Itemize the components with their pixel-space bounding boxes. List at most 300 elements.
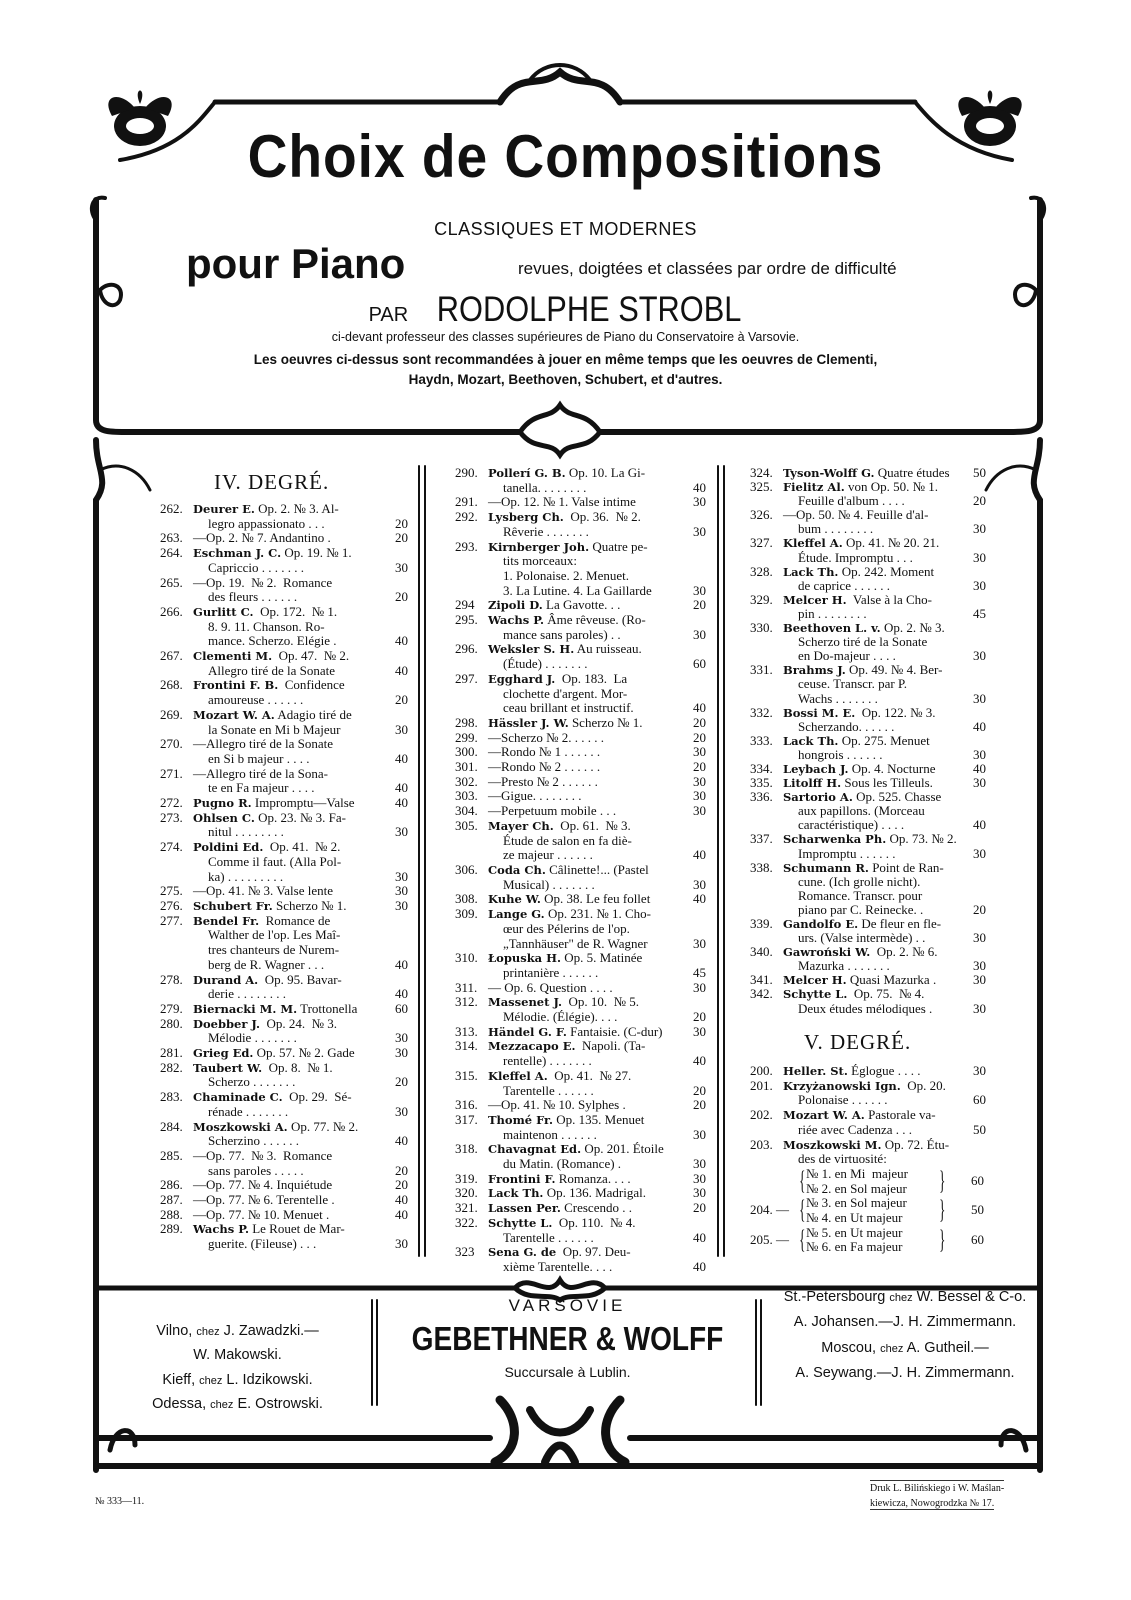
chez-label: chez [889,1292,913,1304]
entry-price: 30 [693,523,706,539]
agent-name: L. Idzikowski. [226,1372,313,1388]
section-heading-degree-iv: IV. DEGRÉ. [214,470,330,494]
entry-title [783,480,964,508]
entry-title [783,621,964,663]
publisher-agent-line [105,1372,370,1388]
work-description: Crescendo . . [560,1200,632,1216]
entry-title [783,1079,964,1108]
entry-number: 296. [455,641,478,657]
entry-price: 20 [395,1162,408,1178]
work-description: Op. 110. № 4. Tarentelle . . . . . . [503,1214,636,1245]
work-description: Op. 10. La Gi- tanella. . . . . . . . [503,465,646,495]
entry-title [488,1245,684,1274]
entry-number: 265. [160,574,183,590]
work-description: von Op. 50. № 1. Feuille d'album . . . . [798,479,939,509]
composer-name: Massenet J. [488,995,562,1010]
entry-title [488,907,684,951]
composer-name: Ohlsen C. [193,810,255,825]
entry-number: 275. [160,883,183,899]
composer-name: Mozart W. A. [193,707,275,722]
work-description: Câlinette!... (Pastel Musical) . . . . . . . [503,861,649,892]
composer-name: Beethoven L. v. [783,621,881,636]
entry-price: 20 [693,1009,706,1025]
entry-number: 322. [455,1214,478,1230]
entry-price: 40 [395,1192,408,1208]
entry-title [193,649,386,678]
entry-price: 30 [973,1063,986,1078]
chez-label: chez [210,1399,234,1411]
recommendation-line-2: Haydn, Mozart, Beethoven, Schubert, et d'autres. [408,372,723,387]
entry-price: 20 [693,714,706,730]
work-description: Op. 97. Deu- xième Tarentelle. . . . [503,1244,631,1274]
publisher-agent-line [770,1365,1040,1381]
entry-title [488,642,684,671]
printer-line-2: kiewicza, Nowogrodzka № 17. [870,1498,995,1509]
entry-price: 40 [693,479,706,495]
work-description: Op. 5. Matinée printanière . . . . . . [503,950,643,980]
composer-name: Scharwenka Ph. [783,832,887,847]
entry-title [783,917,964,945]
entry-title [193,1222,386,1251]
entry-price: 30 [395,1103,408,1119]
catalog-entry [160,884,408,899]
instrument-heading: pour Piano [186,240,406,287]
par-label: PAR [368,304,409,326]
catalog-entry [160,502,408,531]
entry-number: 268. [160,677,183,693]
entry-number: 342. [750,986,773,1002]
entry-title [783,790,964,832]
work-description: Op. 95. Bavar- derie . . . . . . . . [208,971,342,1002]
entry-price: 50 [973,465,986,480]
entry-price: 30 [693,1170,706,1186]
printer-line-1: Druk L. Bilińskiego i W. Maślan- [870,1480,1004,1494]
composer-name: Poldini Ed. [193,840,264,855]
catalog-entry [160,531,408,546]
work-description: Op. 38. Le feu follet [540,891,651,907]
entry-price: 30 [395,721,408,737]
entry-number: 318. [455,1141,478,1157]
entry-price: 20 [395,530,408,546]
entry-number: 266. [160,603,183,619]
composer-name: Doebber J. [193,1016,260,1031]
catalog-entry [455,951,706,980]
entry-number: 317. [455,1111,478,1127]
entry-title [488,951,684,980]
entry-price: 30 [693,744,706,760]
composer-name: Pollerí G. B. [488,466,566,480]
entry-number: 290. [455,465,478,480]
work-description: Op. 72. Étu- des de virtuosité: [798,1136,950,1167]
catalog-entry [455,731,706,746]
entry-price: 30 [693,582,706,598]
catalog-entry [455,863,706,892]
catalog-entry [455,892,706,907]
entry-price: 30 [973,1000,986,1016]
left-brace: { [799,1165,806,1195]
composer-name: Schubert Fr. [193,898,273,913]
agent-name: A. Seywang.—J. H. Zimmermann. [795,1365,1015,1381]
composer-name: Kleffel A. [783,536,843,551]
catalog-entry [160,649,408,678]
composer-name: Kirnberger Joh. [488,539,590,554]
catalog-entry [455,760,706,775]
work-description: Op. 23. № 3. Fa- nitul . . . . . . . . [208,809,346,840]
composer-name: Gawroński W. [783,945,871,960]
work-description: —Op. 77. № 6. Terentelle . [193,1192,335,1208]
author-note: ci-devant professeur des classes supérieures de Piano du Conservatoire à Varsovie. [331,330,800,344]
entry-number: 285. [160,1147,183,1163]
catalog-entry [750,480,986,508]
entry-price: 60 [971,1231,984,1247]
work-description: Op. 36. № 2. Rêverie . . . . . . . [503,509,641,539]
catalog-entry [160,708,408,737]
agent-city: Odessa, [152,1396,207,1412]
catalog-entry [455,1113,706,1142]
composer-name: Thomé Fr. [488,1112,554,1127]
entry-title [783,734,964,762]
catalog-entry [160,796,408,811]
catalog-entry [750,973,986,987]
work-description: —Allegro tiré de la Sonate en Si b majeur . . . . [193,736,334,766]
catalog-entry [455,981,706,996]
entry-number: 302. [455,773,478,789]
entry-title [193,737,386,766]
entry-number: 325. [750,479,773,495]
entry-title [488,598,684,613]
agent-city: St.-Petersbourg [783,1289,886,1305]
catalog-entry [455,1039,706,1068]
entry-number: 316. [455,1097,478,1113]
entry-price: 20 [973,901,986,917]
entry-price: 30 [693,1023,706,1039]
entry-title [488,1113,684,1142]
work-description: —Op. 77. № 4. Inquiétude [193,1177,333,1193]
entry-number: 297. [455,670,478,686]
entry-price: 40 [395,780,408,796]
entry-price: 30 [395,868,408,884]
entry-price: 30 [693,494,706,510]
catalog-entry [750,1079,986,1108]
entry-price: 40 [395,1133,408,1149]
work-description: Op. 4. Nocturne [848,760,936,776]
entry-title [783,1138,964,1167]
catalog-entry [455,598,706,613]
composer-name: Leybach J. [783,761,849,776]
entry-title [488,1098,684,1113]
entry-number: 269. [160,706,183,722]
catalog-entry [160,1002,408,1017]
catalog-column-3 [750,466,986,1016]
work-description: —Rondo № 1 . . . . . . [488,744,601,760]
entry-price: 40 [693,1053,706,1069]
group-item: № 2. en Sol majeur [806,1180,907,1196]
entry-number: 291. [455,494,478,510]
work-description: — Op. 6. Question . . . . [488,979,613,995]
work-description: Op. 2. № 3. Scherzo tiré de la Sonate en Do-majeur . . . . [798,620,945,664]
catalog-entry [160,1208,408,1223]
work-description: —Perpetuum mobile . . . [488,803,617,819]
entry-price: 50 [973,1121,986,1137]
entry-title [783,536,964,564]
composer-name: Clementi M. [193,649,273,664]
catalog-entry [750,621,986,663]
entry-price: 30 [973,972,986,988]
work-description: Op. 2. № 3. Al- legro appassionato . . . [208,501,339,531]
chez-label: chez [196,1326,220,1338]
recommendation-line-1: Les oeuvres ci-dessus sont recommandées à jouer en même temps que les oeuvres de Clementi, [253,352,878,367]
composer-name: Fielitz Al. [783,480,845,495]
group-item: № 4. en Ut majeur [806,1210,903,1225]
entry-number: 272. [160,795,183,811]
entry-number: 321. [455,1200,478,1216]
catalog-entry [750,790,986,832]
right-brace: } [939,1165,946,1195]
entry-title [783,466,964,480]
catalog-entry [160,678,408,707]
entry-price: 30 [973,746,986,762]
composer-name: Lassen Per. [488,1201,561,1216]
work-description: Op. 172. № 1. 8. 9. 11. Chanson. Ro- mance. Scherzo. Elégie . [208,603,338,649]
entry-title [783,987,964,1015]
entry-title [783,861,964,917]
work-description: Op. 135. Menuet maintenon . . . . . . [503,1111,645,1142]
composer-name: Chaminade C. [193,1090,283,1105]
composer-name: Lack Th. [783,733,839,748]
publisher-branch: Succursale à Lublin. [504,1364,631,1380]
entry-title [488,510,684,539]
composer-name: Weksler S. H. [488,642,575,657]
entry-number: 306. [455,861,478,877]
catalog-entry [160,840,408,884]
publisher-name: GEBETHNER & WOLFF [411,1320,724,1357]
catalog-entry [160,1193,408,1208]
composer-name: Deurer E. [193,502,255,516]
composer-name: Bossi M. E. [783,705,856,720]
catalog-entry [455,1216,706,1245]
composer-name: Schytte L. [783,987,848,1002]
entry-number: 200. [750,1063,773,1078]
entry-price: 30 [395,883,408,899]
work-description: De fleur en fle- urs. (Valse intermède) . . [798,916,942,946]
left-brace: { [799,1224,806,1254]
catalog-entry [750,1108,986,1137]
catalog-entry [160,899,408,914]
entry-price: 30 [693,788,706,804]
composer-name: Eschman J. C. [193,546,282,561]
work-description: Op. 19. № 1. Capriccio . . . . . . . [208,545,352,575]
entry-title [783,1108,964,1137]
entry-number: 303. [455,788,478,804]
work-description: Églogue . . . . [847,1063,921,1078]
entry-price: 30 [973,648,986,664]
work-description: Op. 47. № 2. Allegro tiré de la Sonate [208,648,350,678]
work-description: Op. 231. № 1. Cho- œur des Pélerins de l'op. „Tannhäuser" de R. Wagner [503,906,651,951]
right-brace: } [939,1224,946,1254]
entry-number: 278. [160,971,183,987]
agent-city: Moscou, [821,1340,877,1356]
catalog-entry-group [750,1196,986,1225]
work-description: Op. 41. № 27. Tarentelle . . . . . . [503,1067,632,1098]
entry-title [783,1064,964,1079]
entry-price: 30 [973,775,986,791]
entry-price: 20 [395,1074,408,1090]
entry-number: 203. [750,1136,773,1152]
entry-number: 326. [750,507,773,523]
composer-name: Heller. St. [783,1064,848,1078]
work-description: —Op. 19. № 2. Romance des fleurs . . . . . . [193,574,333,605]
entry-number: 337. [750,831,773,847]
entry-price: 40 [395,662,408,678]
composer-name: Melcer H. [783,592,847,607]
catalog-entry [455,804,706,819]
composer-name: Sartorio A. [783,790,853,805]
entry-price: 20 [693,1097,706,1113]
agent-name: A. Johansen.—J. H. Zimmermann. [793,1314,1017,1330]
entry-price: 30 [693,1156,706,1172]
composer-name: Lange G. [488,907,545,922]
work-description: Op. 41. № 20. 21. Étude. Impromptu . . . [798,535,940,565]
entry-number: 295. [455,612,478,628]
entry-price: 30 [973,577,986,593]
entry-number: 263. [160,530,183,546]
entry-title [488,863,684,892]
composer-name: Mayer Ch. [488,818,554,833]
composer-name: Durand A. [193,972,259,987]
work-description: Op. 10. № 5. Mélodie. (Élégie). . . . [503,994,640,1025]
entry-title [488,731,684,746]
entry-price: 45 [693,964,706,980]
work-description: Op. 57. № 2. Gade [253,1045,355,1061]
entry-title [488,775,684,790]
entry-title [488,789,684,804]
composer-name: Mezzacapo E. [488,1039,576,1054]
composer-name: Tyson-Wolff G. [783,466,875,480]
entry-title [193,502,386,531]
entry-number: 341. [750,972,773,988]
catalog-entry [455,510,706,539]
catalog-entry [750,832,986,860]
entry-number: 298. [455,714,478,730]
entry-title [488,1172,684,1187]
catalog-entry [750,706,986,734]
work-description: —Allegro tiré de la Sona- te en Fa majeur . . . . [193,765,329,796]
entry-number: 294 [455,597,475,613]
chez-label: chez [880,1343,904,1355]
entry-title [193,811,386,840]
work-description: —Rondo № 2 . . . . . . [488,759,601,775]
entry-price: 30 [973,690,986,706]
entry-title [488,672,684,716]
composer-name: Wachs P. [488,613,544,628]
entry-price: 30 [973,958,986,974]
catalog-entry [160,767,408,796]
publisher-agent-line [105,1396,370,1412]
publisher-agent-line [770,1340,1040,1356]
composer-name: Frontini F. [488,1171,556,1186]
entry-number: 313. [455,1023,478,1039]
entry-number: 274. [160,839,183,855]
agent-name: E. Ostrowski. [237,1396,323,1412]
work-description: La Gavotte. . . [542,597,621,613]
entry-title [193,899,386,914]
entry-price: 40 [693,1258,706,1274]
agent-city: Vilno, [156,1323,193,1339]
entry-price: 40 [693,891,706,907]
work-description: Op. 77. № 2. Scherzino . . . . . . [208,1118,359,1149]
composer-name: Litolff H. [783,776,842,791]
work-description: —Gigue. . . . . . . . [488,788,582,804]
entry-number: 338. [750,859,773,875]
publisher-agent-line [105,1323,370,1339]
right-brace: } [939,1195,946,1225]
catalog-entry [160,576,408,605]
entry-number: 281. [160,1045,183,1061]
publisher-agent-line [105,1347,370,1363]
composer-name: Moszkowski A. [193,1119,288,1134]
entry-title [193,1149,386,1178]
entry-price: 40 [395,633,408,649]
entry-number: 267. [160,648,183,664]
entry-number: 293. [455,538,478,554]
catalog-entry [750,987,986,1015]
composer-name: Kleffel A. [488,1068,548,1083]
author-line [0,290,1131,330]
entry-title [488,495,684,510]
publisher-agent-line [770,1289,1040,1305]
composer-name: Pugno R. [193,796,252,811]
catalog-column-1 [160,502,408,1252]
work-description: Op. 8. № 1. Scherzo . . . . . . . [208,1059,333,1090]
entry-number: 283. [160,1089,183,1105]
work-description: Romanza. . . . [555,1170,631,1186]
entry-number: 319. [455,1170,478,1186]
entry-title [193,973,386,1002]
catalog-entry [750,536,986,564]
catalog-entry [750,1138,986,1167]
entry-price: 30 [973,549,986,565]
work-description: Op. 525. Chasse aux papillons. (Morceau caractéristique) . . . . [798,789,942,833]
work-description: Fantaisie. (C-dur) [566,1023,663,1039]
publisher-agent-line [770,1314,1040,1330]
catalog-entry [455,1172,706,1187]
work-description: Scherzo № 1. [568,714,643,730]
work-description: —Op. 50. № 4. Feuille d'al- bum . . . . . . . . [783,507,929,537]
catalog-entry [455,995,706,1024]
work-description: Trottonella [297,1000,358,1016]
entry-title [488,804,684,819]
work-description: Op. 183. La clochette d'argent. Mor- ceau brillant et instructif. [503,670,634,716]
entry-number: 301. [455,759,478,775]
entry-number: 305. [455,817,478,833]
entry-number: 312. [455,994,478,1010]
entry-price: 30 [973,845,986,861]
composer-name: Lack Th. [488,1186,544,1201]
work-description: Op. 73. № 2. Impromptu . . . . . . [798,831,957,861]
entry-number: 327. [750,535,773,551]
entry-number: 324. [750,465,773,480]
composer-name: Bendel Fr. [193,913,260,928]
entry-title [193,1017,386,1046]
work-description: Op. 41. № 2. Comme il faut. (Alla Pol- ka) . . . . . . . . . [208,839,342,884]
entry-price: 20 [395,692,408,708]
entry-title [783,508,964,536]
entry-number: 204. — [750,1202,789,1218]
catalog-column-2 [455,466,706,1275]
entry-number: 201. [750,1077,773,1093]
composer-name: Brahms J. [783,663,846,678]
entry-number: 282. [160,1059,183,1075]
